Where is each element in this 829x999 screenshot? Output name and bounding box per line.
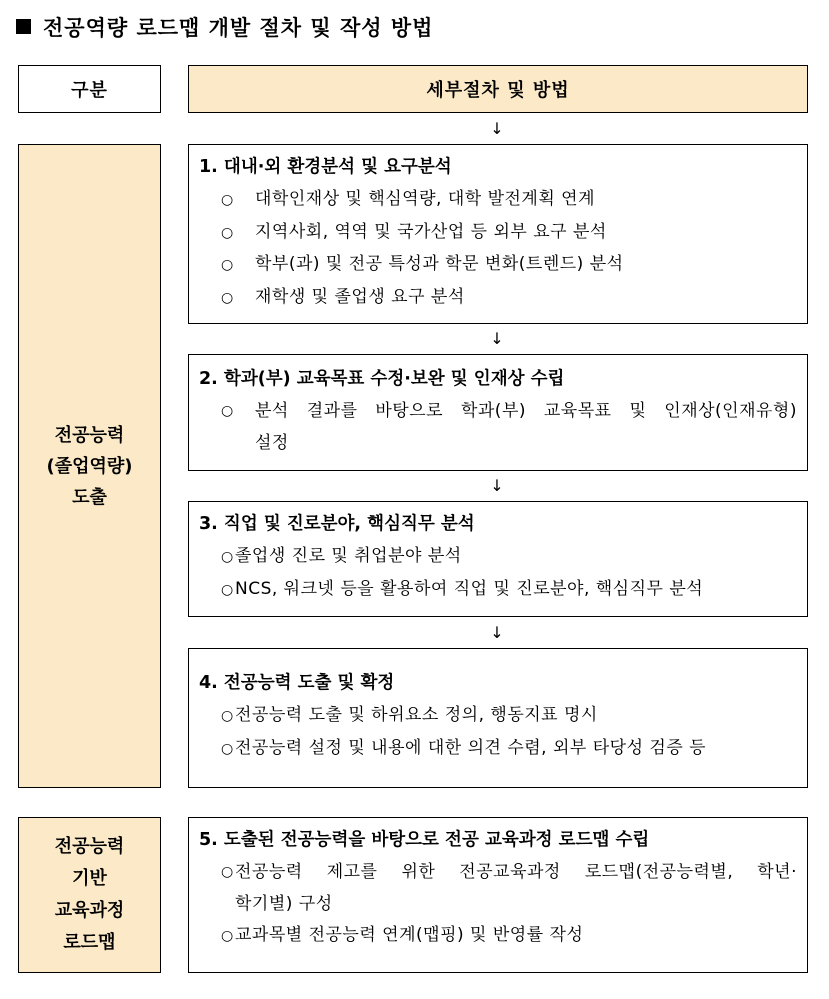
list-item: ○ 학부(과) 및 전공 특성과 학문 변화(트렌드) 분석 bbox=[199, 249, 797, 282]
list-item: ○전공능력 도출 및 하위요소 정의, 행동지표 명시 bbox=[199, 700, 797, 733]
list-item: ○NCS, 워크넷 등을 활용하여 직업 및 진로분야, 핵심직무 분석 bbox=[199, 574, 797, 607]
category-competency-derivation bbox=[18, 144, 161, 788]
square-bullet-icon bbox=[16, 19, 31, 34]
circle-bullet-icon: ○ bbox=[221, 581, 234, 598]
step-2-box bbox=[188, 354, 808, 471]
category-line: 전공능력 bbox=[54, 424, 125, 446]
circle-bullet-icon: ○ bbox=[221, 257, 234, 273]
category-line: 로드맵 bbox=[63, 932, 116, 953]
circle-bullet-icon: ○ bbox=[221, 224, 234, 241]
circle-bullet-icon: ○ bbox=[221, 864, 234, 880]
circle-bullet-icon: ○ bbox=[221, 740, 234, 757]
list-item: ○전공능력 설정 및 내용에 대한 의견 수렴, 외부 타당성 검증 등 bbox=[199, 733, 797, 766]
header-category: 구분 bbox=[18, 65, 161, 113]
down-arrow-icon: ↓ bbox=[490, 476, 504, 495]
category-line: 전공능력 bbox=[54, 836, 125, 857]
category-line: (졸업역량) bbox=[46, 455, 133, 477]
category-line: 교육과정 bbox=[54, 900, 125, 921]
step-5-box bbox=[188, 817, 808, 973]
list-item: ○ 재학생 및 졸업생 요구 분석 bbox=[199, 282, 797, 315]
step-4-box bbox=[188, 648, 808, 788]
step-title: 2. 학과(부) 교육목표 수정·보완 및 인재상 수립 bbox=[199, 369, 565, 389]
step-3-box bbox=[188, 501, 808, 617]
list-item: ○교과목별 전공능력 연계(맵핑) 및 반영률 작성 bbox=[199, 920, 797, 953]
page-title bbox=[16, 12, 433, 42]
list-item: ○ 지역사회, 역역 및 국가산업 등 외부 요구 분석 bbox=[199, 217, 797, 250]
list-item: ○ 분석 결과를 바탕으로 학과(부) 교육목표 및 인재상(인재유형) 설정 bbox=[199, 396, 797, 459]
down-arrow-icon: ↓ bbox=[490, 119, 504, 138]
list-item: ○졸업생 진로 및 취업분야 분석 bbox=[199, 541, 797, 574]
list-item: ○ 대학인재상 및 핵심역량, 대학 발전계획 연계 bbox=[199, 184, 797, 217]
step-title: 1. 대내·외 환경분석 및 요구분석 bbox=[199, 157, 452, 177]
step-title: 3. 직업 및 진로분야, 핵심직무 분석 bbox=[199, 514, 475, 534]
circle-bullet-icon: ○ bbox=[221, 403, 234, 419]
circle-bullet-icon: ○ bbox=[221, 708, 234, 724]
circle-bullet-icon: ○ bbox=[221, 289, 234, 306]
down-arrow-icon: ↓ bbox=[490, 623, 504, 642]
list-item: ○ 전공능력 제고를 위한 전공교육과정 로드맵(전공능력별, 학년· 학기별) 구성 bbox=[199, 857, 797, 920]
header-details: 세부절차 및 방법 bbox=[188, 65, 808, 113]
category-line: 도출 bbox=[72, 486, 107, 508]
category-curriculum-roadmap bbox=[18, 817, 161, 973]
step-1-box bbox=[188, 144, 808, 324]
step-title: 4. 전공능력 도출 및 확정 bbox=[199, 673, 395, 693]
category-line: 기반 bbox=[72, 868, 107, 889]
circle-bullet-icon: ○ bbox=[221, 928, 234, 944]
circle-bullet-icon: ○ bbox=[221, 549, 234, 565]
step-title: 5. 도출된 전공능력을 바탕으로 전공 교육과정 로드맵 수립 bbox=[199, 830, 650, 850]
down-arrow-icon: ↓ bbox=[490, 329, 504, 348]
circle-bullet-icon: ○ bbox=[221, 192, 234, 208]
page-title-text: 전공역량 로드맵 개발 절차 및 작성 방법 bbox=[43, 16, 434, 40]
